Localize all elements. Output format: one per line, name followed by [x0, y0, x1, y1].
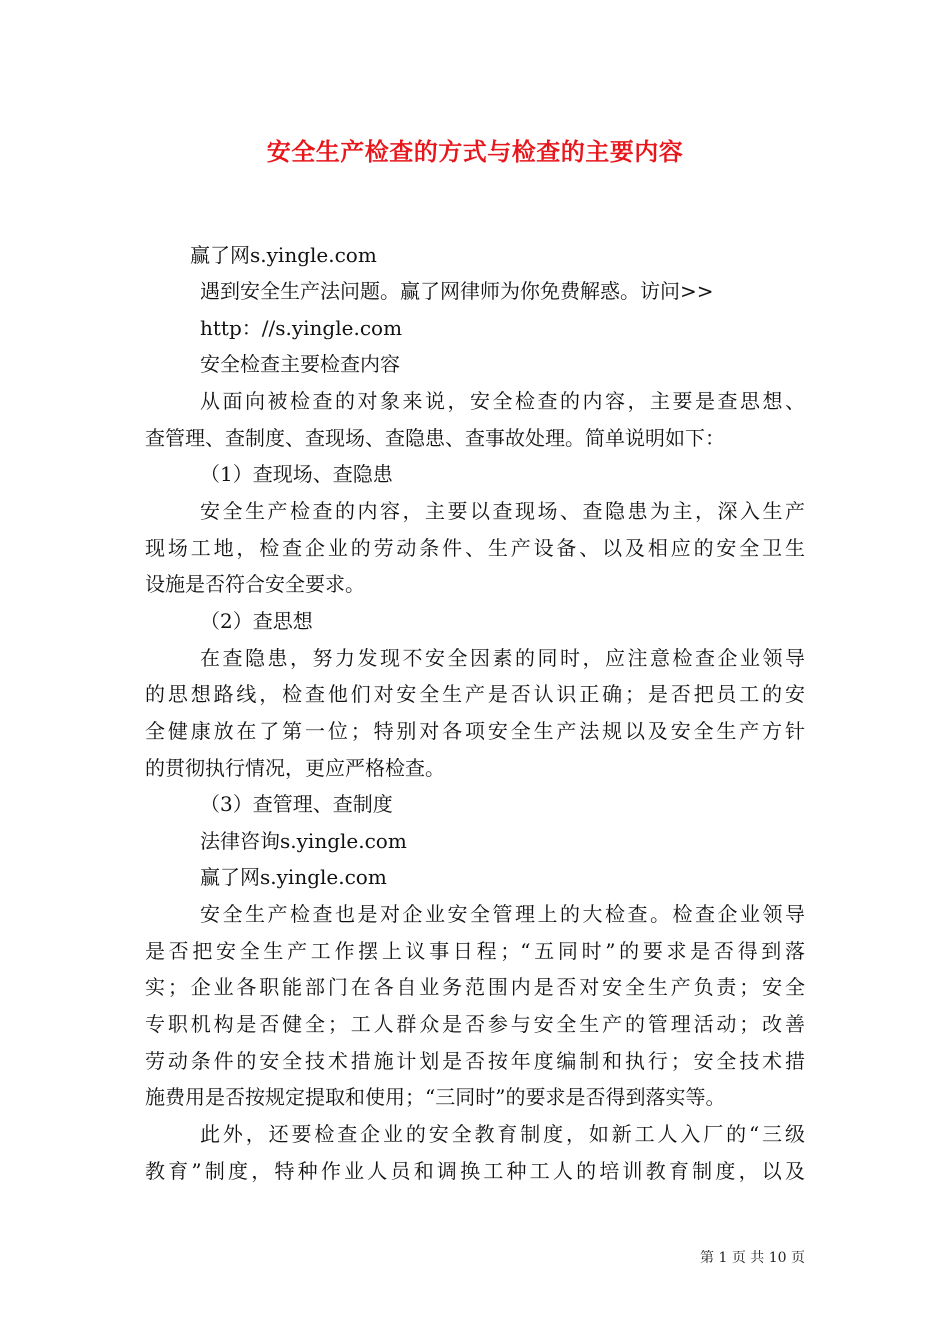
paragraph-line: 专职机构是否健全；工人群众是否参与安全生产的管理活动；改善: [145, 1012, 805, 1036]
paragraph-line: 是否把安全生产工作摆上议事日程；“五同时”的要求是否得到落: [145, 939, 805, 963]
legal-consult-line: 法律咨询s.yingle.com: [200, 829, 407, 853]
subheading-1: （1）查现场、查隐患: [200, 462, 393, 486]
section-heading: 安全检查主要检查内容: [200, 352, 400, 376]
paragraph-line: 现场工地，检查企业的劳动条件、生产设备、以及相应的安全卫生: [145, 536, 805, 560]
source-line-2: 赢了网s.yingle.com: [200, 865, 387, 889]
page-number-footer: 第 1 页 共 10 页: [700, 1250, 805, 1266]
paragraph-line: 教育”制度，特种作业人员和调换工种工人的培训教育制度，以及: [145, 1159, 805, 1183]
paragraph-line: 全健康放在了第一位；特别对各项安全生产法规以及安全生产方针: [145, 719, 805, 743]
url-line: http：//s.yingle.com: [200, 316, 403, 340]
paragraph-line: 劳动条件的安全技术措施计划是否按年度编制和执行；安全技术措: [145, 1049, 805, 1073]
subheading-3: （3）查管理、查制度: [200, 792, 393, 816]
paragraph-line: 安全生产检查的内容，主要以查现场、查隐患为主，深入生产: [200, 499, 805, 523]
subheading-2: （2）查思想: [200, 609, 313, 633]
document-title: 安全生产检查的方式与检查的主要内容: [266, 137, 684, 166]
paragraph-line: 安全生产检查也是对企业安全管理上的大检查。检查企业领导: [200, 902, 805, 926]
paragraph-line: 在查隐患，努力发现不安全因素的同时，应注意检查企业领导: [200, 646, 805, 670]
paragraph-line: 此外，还要检查企业的安全教育制度，如新工人入厂的“三级: [200, 1122, 805, 1146]
paragraph-line: 查管理、查制度、查现场、查隐患、查事故处理。简单说明如下：: [145, 426, 725, 450]
source-line: 赢了网s.yingle.com: [190, 243, 377, 267]
paragraph-line: 施费用是否按规定提取和使用；“三同时”的要求是否得到落实等。: [145, 1085, 726, 1109]
paragraph-line: 的思想路线，检查他们对安全生产是否认识正确；是否把员工的安: [145, 682, 805, 706]
promo-line: 遇到安全生产法问题。赢了网律师为你免费解惑。访问>>: [200, 279, 714, 303]
paragraph-line: 实；企业各职能部门在各自业务范围内是否对安全生产负责；安全: [145, 975, 805, 999]
paragraph-line: 的贯彻执行情况，更应严格检查。: [145, 756, 445, 780]
paragraph-line: 设施是否符合安全要求。: [145, 572, 365, 596]
paragraph-line: 从面向被检查的对象来说，安全检查的内容，主要是查思想、: [200, 389, 805, 413]
